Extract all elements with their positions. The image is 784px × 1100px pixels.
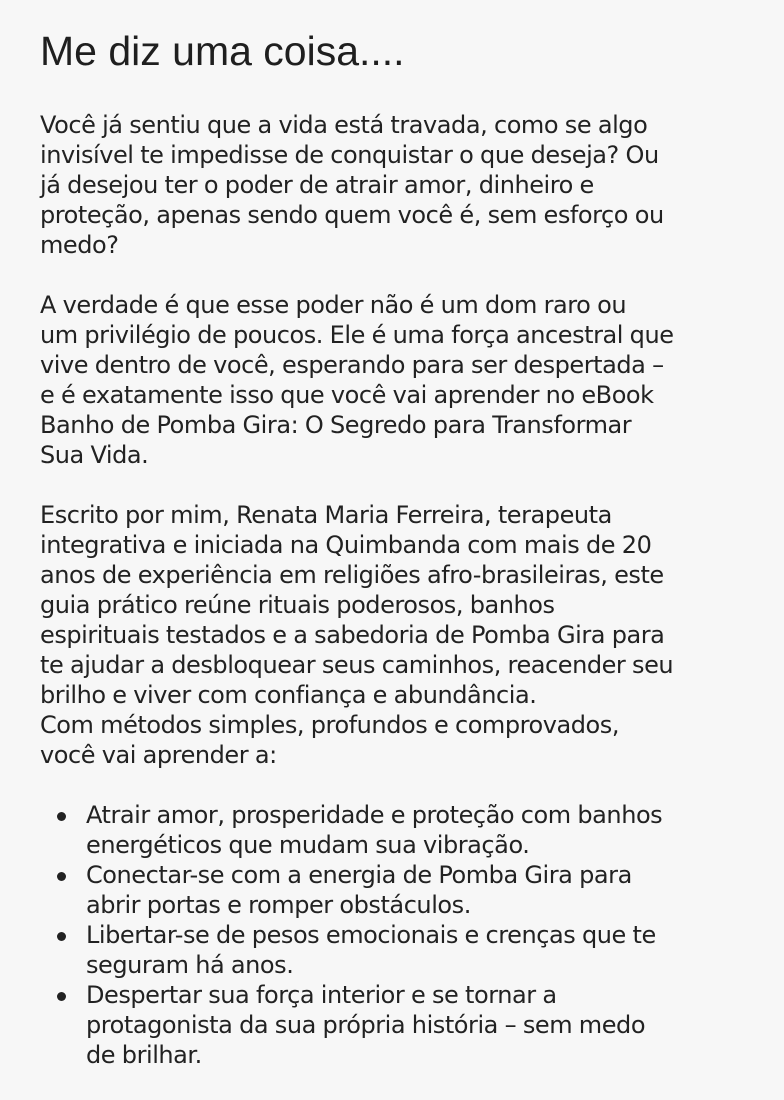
paragraph-spacer [40, 470, 746, 500]
intro-paragraph: Você já sentiu que a vida está travada, como se algo invisível te impedisse de conquistar o que deseja? Ou já desejou ter o poder de atrair amor, dinheiro e proteção, apenas sendo quem você é, sem esforço ou medo? [40, 111, 664, 259]
list-item: Libertar-se de pesos emocionais e crenças que te seguram há anos. [86, 920, 746, 980]
article-content [40, 24, 746, 1070]
paragraph-spacer [40, 770, 746, 800]
methods-paragraph: Com métodos simples, profundos e comprovados, você vai aprender a: [40, 711, 620, 769]
list-item: Atrair amor, prosperidade e proteção com banhos energéticos que mudam sua vibração. [86, 800, 746, 860]
list-item: Despertar sua força interior e se tornar a protagonista da sua própria história – sem medo de brilhar. [86, 980, 746, 1070]
page-title: Me diz uma coisa.... [40, 28, 405, 74]
author-paragraph: Escrito por mim, Renata Maria Ferreira, terapeuta integrativa e iniciada na Quimbanda com mais de 20 anos de experiência em religiões afro-brasileiras, este guia prático reúne rituais poderosos, banhos espirituais testados e a sabedoria de Pomba Gira para te ajudar a desbloquear seus caminhos, reacender seu brilho e viver com confiança e abundância. [40, 501, 674, 709]
list-item: Conectar-se com a energia de Pomba Gira para abrir portas e romper obstáculos. [86, 860, 746, 920]
paragraph-spacer [40, 260, 746, 290]
benefits-list [40, 800, 746, 1070]
truth-paragraph: A verdade é que esse poder não é um dom raro ou um privilégio de poucos. Ele é uma força ancestral que vive dentro de você, esperando para ser despertada – e é exatamente isso que você vai aprender no eBook Banho de Pomba Gira: O Segredo para Transformar Sua Vida. [40, 291, 674, 469]
